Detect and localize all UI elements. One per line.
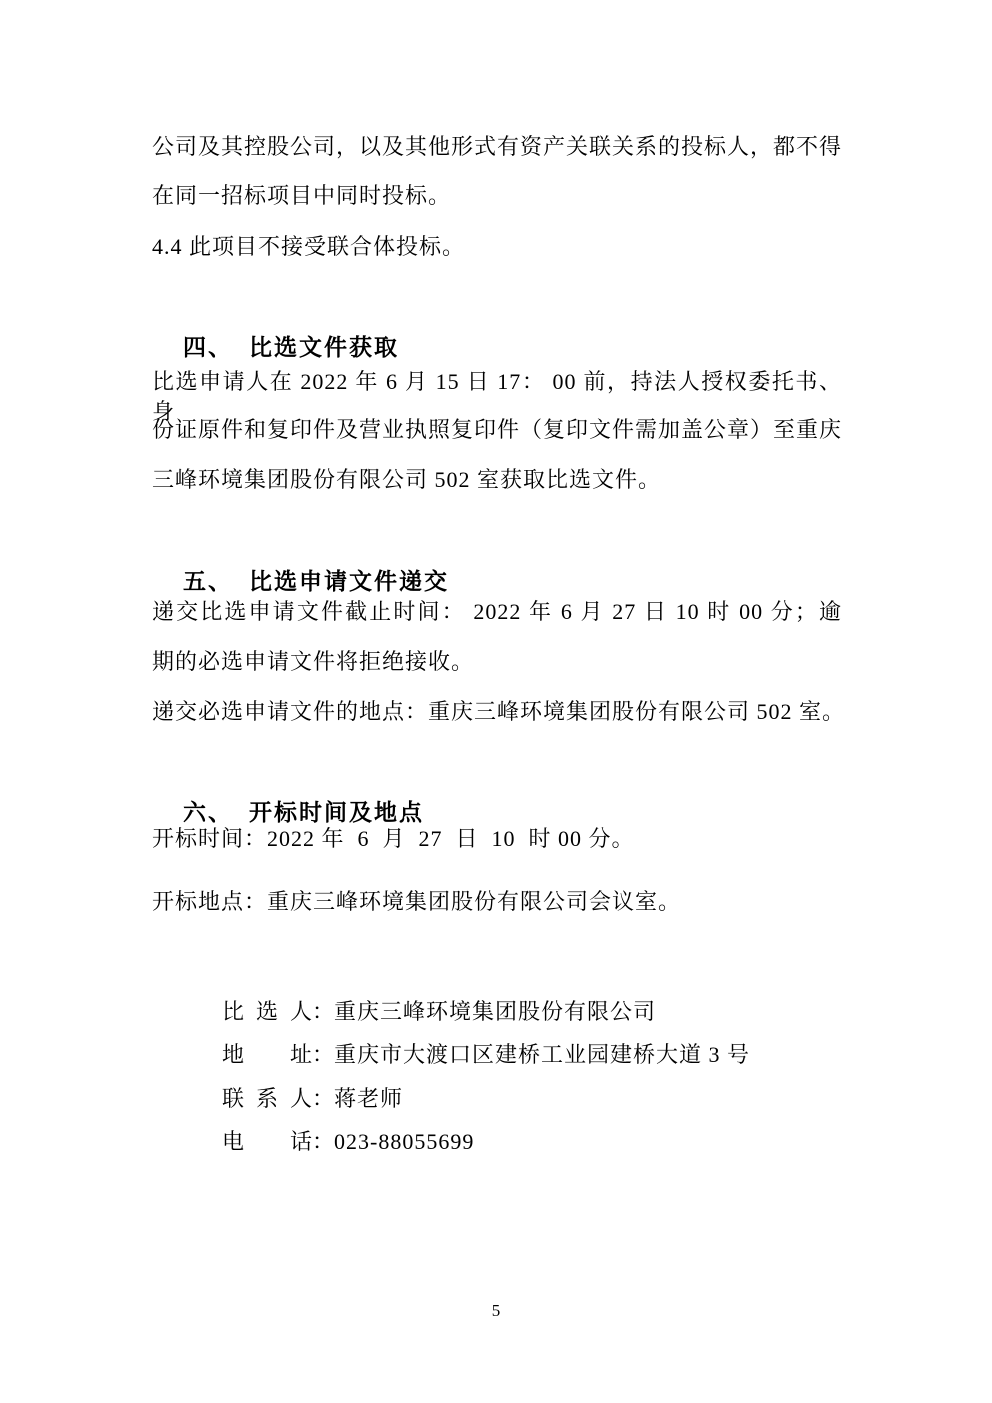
contact-row-address [222,1040,862,1070]
contact-value: 重庆三峰环境集团股份有限公司 [334,999,657,1024]
section-title: 比选文件获取 [249,335,399,360]
contact-colon: ： [312,1129,335,1154]
paragraph-line: 期的必选申请文件将拒绝接收。 [152,649,475,674]
paragraph-line: 三峰环境集团股份有限公司 502 室获取比选文件。 [152,467,662,492]
contact-label: 地址 [222,1042,312,1067]
paragraph-line: 递交比选申请文件截止时间： 2022 年 6 月 27 日 10 时 00 分；逾 [152,599,842,624]
contact-value: 023-88055699 [334,1129,475,1154]
section-number: 六、 [183,800,233,825]
contact-row-selector [222,997,862,1027]
opening-place-line: 开标地点：重庆三峰环境集团股份有限公司会议室。 [152,889,682,914]
contact-label: 比选人 [222,999,312,1024]
page-number: 5 [491,1301,501,1320]
contact-colon: ： [312,999,335,1024]
paragraph-line: 在同一招标项目中同时投标。 [152,183,452,208]
section-title: 比选申请文件递交 [249,569,449,594]
contact-label: 电话 [222,1129,312,1154]
contact-row-person [222,1084,862,1114]
opening-time-line: 开标时间：2022 年 6 月 27 日 10 时 00 分。 [152,826,635,851]
contact-value: 重庆市大渡口区建桥工业园建桥大道 3 号 [334,1042,751,1067]
contact-colon: ： [312,1086,335,1111]
contact-label: 联系人 [222,1086,312,1111]
paragraph-line: 递交必选申请文件的地点：重庆三峰环境集团股份有限公司 502 室。 [152,699,846,724]
paragraph-line: 比选申请人在 2022 年 6 月 15 日 17： 00 前，持法人授权委托书、身 [152,369,842,424]
section-number: 四、 [183,335,233,360]
contact-value: 蒋老师 [334,1086,404,1111]
paragraph-line: 份证原件和复印件及营业执照复印件（复印文件需加盖公章）至重庆 [152,417,843,442]
clause-4-4-line: 4.4 此项目不接受联合体投标。 [152,234,466,259]
section-title: 开标时间及地点 [249,800,424,825]
contact-row-phone [222,1127,862,1157]
paragraph-line: 公司及其控股公司，以及其他形式有资产关联关系的投标人，都不得 [152,134,843,159]
section-number: 五、 [183,569,233,594]
contact-colon: ： [312,1042,335,1067]
